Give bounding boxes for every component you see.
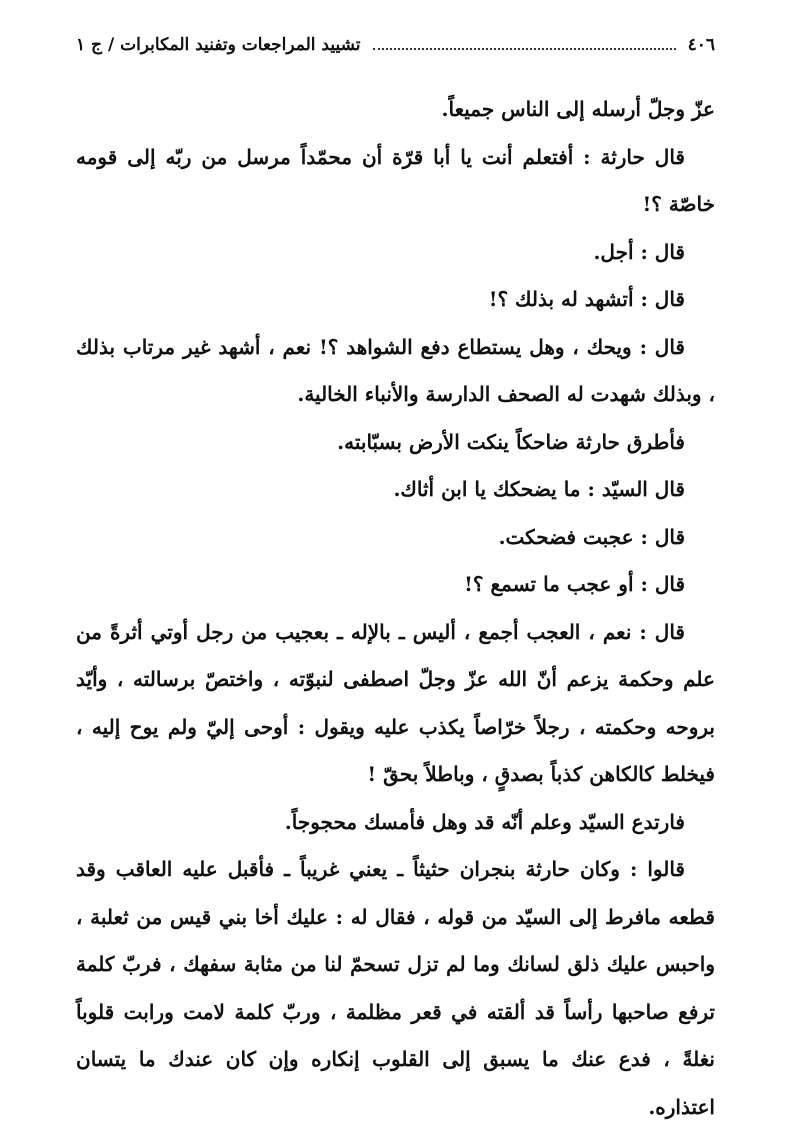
- paragraph: عزّ وجلّ أرسله إلى الناس جميعاً.: [441, 97, 715, 121]
- paragraph: قال السيّد : ما يضحكك يا ابن أثاك.: [393, 477, 685, 501]
- paragraph: فارتدع السيّد وعلم أنّه قد وهل فأمسك محجوجاً.: [284, 809, 685, 834]
- running-title: تشييد المراجعات وتفنيد المكابرات / ج ١: [76, 35, 361, 55]
- paragraph: قال حارثة : أفتعلم أنت يا أبا قرّة أن محمّداً مرسل من ربّه إلى قومه خاصّة ؟!: [76, 144, 715, 216]
- page-header: [76, 30, 715, 60]
- paragraph: قال : عجبت فضحكت.: [498, 524, 685, 549]
- paragraph: قال : أتشهد له بذلك ؟!: [488, 287, 685, 311]
- body-text: [76, 86, 715, 1131]
- header-dot-leader: [373, 48, 676, 50]
- paragraph: قال : نعم ، العجب أجمع ، أليس ـ بالإله ـ بعجيب من رجل أوتي أثرةً من علم وحكمة يزعم أنّ الله عزّ وجلّ اصطفى لنبوّته ، واختصّ برسالته ، وأيّد بروحه وحكمته ، رجلاً خرّاصاً يكذب عليه ويقول : أوحى إليّ ولم يوح إليه ، فيخلط كالكاهن كذباً بصدقٍ ، وباطلاً بحقّ !: [76, 619, 715, 786]
- paragraph: قال : أو عجب ما تسمع ؟!: [464, 572, 685, 596]
- paragraph: قال : ويحك ، وهل يستطاع دفع الشواهد ؟! نعم ، أشهد غير مرتاب بذلك ، وبذلك شهدت له الصحف الدارسة والأنباء الخالية.: [76, 334, 715, 406]
- page-number: ٤٠٦: [687, 35, 715, 55]
- paragraph: قالوا : وكان حارثة بنجران حثيثاً ـ يعني غريباً ـ فأقبل عليه العاقب وقد قطعه مافرط إلى السيّد من قوله ، فقال له : عليك أخا بني قيس من ثعلبة ، واحبس عليك ذلق لسانك وما لم تزل تسحمّ لنا من مثابة سفهك ، فربّ كلمة ترفع صاحبها رأساً قد ألقته في قعر مظلمة ، وربّ كلمة لامت ورابت قلوباً نغلةً ، فدع عنك ما يسبق إلى القلوب إنكاره وإن كان عندك ما يتسان اعتذاره.: [76, 857, 715, 1119]
- paragraph: فأطرق حارثة ضاحكاً ينكت الأرض بسبّابته.: [337, 429, 685, 454]
- paragraph: قال : أجل.: [593, 239, 685, 264]
